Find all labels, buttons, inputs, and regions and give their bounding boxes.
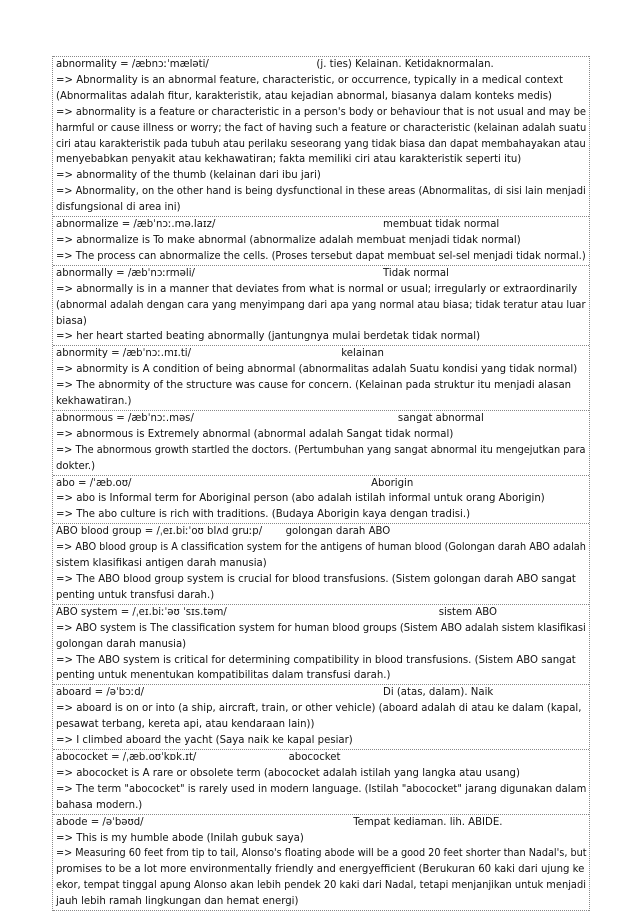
entry-headline [56,685,586,701]
entry-text-line: => The abo culture is rich with traditions. (Budaya Aborigin kaya dengan tradisi.) [56,509,471,521]
headword-pronunciation: ABO system = /ˌeɪ.biːˈəʊ ˈsɪs.təm/ [56,606,227,618]
dictionary-entry [53,216,589,265]
translation: kelainan [341,348,384,360]
entry-text-line: kekhawatiran.) [56,396,132,408]
entry-headline [56,346,586,362]
translation: Tidak normal [383,267,449,279]
entry-headline [56,750,586,766]
translation: sistem ABO [438,606,498,618]
headword-pronunciation: abnormally = /æbˈnɔːrməli/ [56,267,195,279]
entry-text-line: => The ABO blood group system is crucial for blood transfusions. (Sistem golongan darah ABO sangat [56,574,576,585]
entry-text-line: => ABO system is The classification system for human blood groups (Sistem ABO adalah sistem klasifikasi [56,622,586,634]
entry-text-line: => abnormalize is To make abnormal (abnormalize adalah membuat menjadi tidak normal) [56,234,521,246]
entry-text-line: => abnormally is in a manner that deviates from what is normal or usual; irregularly or extraordinarily [56,283,578,295]
entry-headline [56,57,586,73]
entry-text-line: => Measuring 60 feet from tip to tail, Alonso's floating abode will be a good 20 feet shorter than Nadal's, but [56,848,587,860]
entry-text-line: penting untuk menentukan kompatibilitas dalam transfusi darah.) [56,670,391,682]
entry-text-line: => abnormality of the thumb (kelainan dari ibu jari) [56,170,321,182]
translation: sangat abnormal [397,412,484,424]
dictionary-entry [53,265,589,346]
entry-text-line: => abococket is A rare or obsolete term (abococket adalah istilah yang langka atau usang) [56,767,520,779]
entry-text-line: => The process can abnormalize the cells. (Proses tersebut dapat membuat sel-sel menjadi tidak normal.) [56,250,586,262]
entry-headline [56,476,586,492]
translation: Di (atas, dalam). Naik [383,687,494,699]
headword-pronunciation: abnormity = /æbˈnɔː.mɪ.ti/ [56,348,192,360]
entry-text-line: pesawat terbang, kereta api, atau kendaraan lain)) [56,719,315,731]
entry-headline [56,605,586,621]
entry-text-line: => aboard is on or into (a ship, aircraft, train, or other vehicle) (aboard adalah di atau ke dalam (kapal, [56,703,582,715]
entry-text-line: => her heart started beating abnormally (jantungnya mulai berdetak tidak normal) [56,331,481,343]
entry-headline [56,524,586,540]
entry-headline [56,411,586,427]
translation: golongan darah ABO [285,526,391,538]
entry-text-line: => The term "abococket" is rarely used in modern language. (Istilah "abococket" jarang digunakan dalam [56,783,587,795]
entry-text-line: (Abnormalitas adalah fitur, karakteristik, atau kejadian abnormal, biasanya dalam konteks medis) [56,90,552,102]
translation: (j. ties) Kelainan. Ketidaknormalan. [316,59,494,70]
translation: membuat tidak normal [383,219,500,231]
entry-text-line: => ABO blood group is A classification system for the antigens of human blood (Golongan darah ABO adalah [56,542,586,554]
headword-pronunciation: abococket = /ˌæb.oʊˈkɒk.ɪt/ [56,751,197,763]
headword-pronunciation: abo = /ˈæb.oʊ/ [56,477,132,489]
dictionary-entry [53,410,589,475]
entry-text-line: => The abnormity of the structure was cause for concern. (Kelainan pada struktur itu menjadi alasan [56,380,572,392]
headword-pronunciation: ABO blood group = /ˌeɪ.biːˈoʊ blʌd gruːp/ [56,526,263,538]
entry-text-line: => The ABO system is critical for determining compatibility in blood transfusions. (Sistem ABO sangat [56,654,576,666]
entry-text-line: (abnormal adalah dengan cara yang menyimpang dari apa yang normal atau biasa; tidak teratur atau luar [56,299,586,311]
entry-text-line: bahasa modern.) [56,799,143,811]
entry-text-line: harmful or cause illness or worry; the fact of having such a feature or characteristic (kelainan adalah suatu [56,122,587,134]
dictionary-entry [53,523,589,604]
dictionary-entry [53,604,589,685]
entry-text-line: => abnormality is a feature or characteristic in a person's body or behaviour that is not usual and may be [56,106,587,118]
headword-pronunciation: abnormality = /æbnɔːˈmæləti/ [56,59,209,70]
entry-text-line: => The abnormous growth startled the doctors. (Pertumbuhan yang sangat abnormal itu mengejutkan para [56,444,586,456]
entry-text-line: => Abnormality is an abnormal feature, characteristic, or occurrence, typically in a medical context [56,74,564,86]
entry-text-line: penting untuk transfusi darah.) [56,589,215,601]
entry-text-line: sistem klasifikasi antigen darah manusia) [56,558,267,570]
entry-text-line: => Abnormality, on the other hand is being dysfunctional in these areas (Abnormalitas, di sisi lain menjadi [56,186,586,198]
translation: abococket [288,751,341,763]
entry-text-line: ciri atau karakteristik pada tubuh atau perilaku seseorang yang tidak biasa dan dapat membahayakan atau [56,138,586,150]
entry-headline [56,815,586,831]
entry-text-line: ekor, tempat tinggal apung Alonso akan lebih pendek 20 kaki dari Nadal, tetapi menjanjikan untuk menjadi [56,880,586,892]
dictionary-entry [53,56,589,216]
entry-text-line: => abnormous is Extremely abnormal (abnormal adalah Sangat tidak normal) [56,428,454,440]
headword-pronunciation: abnormous = /æbˈnɔː.məs/ [56,412,194,424]
entry-headline [56,217,586,233]
dictionary-entry [53,475,589,524]
dictionary-entry [53,345,589,410]
dictionary-entry [53,684,589,749]
entry-text-line: biasa) [56,315,87,327]
entry-text-line: => This is my humble abode (Inilah gubuk saya) [56,832,304,844]
entry-text-line: menyebabkan penyakit atau kekhawatiran; fakta memiliki ciri atau karakteristik seperti itu) [56,154,522,166]
dictionary-entry [53,749,589,814]
translation: Aborigin [371,477,414,489]
entry-text-line: => abnormity is A condition of being abnormal (abnormalitas adalah Suatu kondisi yang tidak normal) [56,364,578,376]
entry-text-line: dokter.) [56,460,96,472]
dictionary-document [52,56,590,911]
entry-text-line: golongan darah manusia) [56,638,187,650]
dictionary-entry [53,814,589,911]
entry-text-line: promises to be a lot more environmentally friendly and energyefficient (Berukuran 60 kaki dari ujung ke [56,864,585,876]
entry-text-line: => abo is Informal term for Aboriginal person (abo adalah istilah informal untuk orang Aborigin) [56,493,545,505]
headword-pronunciation: aboard = /əˈbɔːd/ [56,687,145,699]
headword-pronunciation: abode = /əˈbəʊd/ [56,816,144,828]
entry-text-line: jauh lebih ramah lingkungan dan hemat energi) [56,896,299,908]
translation: Tempat kediaman. lih. ABIDE. [353,816,503,828]
entry-headline [56,266,586,282]
entry-text-line: => I climbed aboard the yacht (Saya naik ke kapal pesiar) [56,735,353,747]
entry-text-line: disfungsional di area ini) [56,202,181,214]
headword-pronunciation: abnormalize = /æbˈnɔː.mə.laɪz/ [56,219,216,231]
